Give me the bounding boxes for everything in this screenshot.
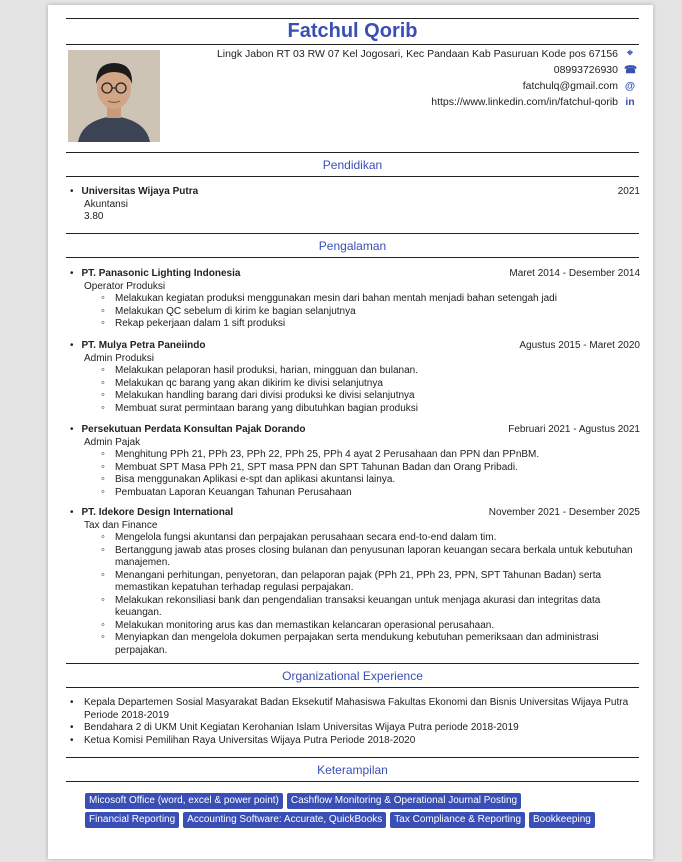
- experience-entry-idekore: [70, 507, 640, 657]
- experience-entry-mulya: [70, 340, 640, 415]
- section-title-organizational: Organizational Experience: [282, 669, 423, 683]
- job-role: Tax dan Finance: [84, 519, 158, 531]
- phone-text: 08993726930: [553, 64, 618, 76]
- education-major: Akuntansi: [84, 198, 128, 210]
- skill-chip: Bookkeeping: [529, 812, 595, 828]
- experience-bottom-rule: [66, 257, 639, 258]
- organizational-list: [70, 697, 640, 747]
- education-entry: [70, 186, 640, 224]
- skills-bottom-rule: [66, 781, 639, 782]
- skill-chip: Accounting Software: Accurate, QuickBooks: [183, 812, 386, 828]
- organizational-top-rule: [66, 663, 639, 664]
- map-pin-icon: ⌖: [627, 47, 633, 59]
- contact-email[interactable]: [523, 80, 636, 92]
- job-period: November 2021 - Desember 2025: [488, 507, 640, 518]
- education-bottom-rule: [66, 176, 639, 177]
- job-task: ◦ Membuat SPT Masa PPh 21, SPT masa PPN dan SPT Tahunan Badan dan Orang Pribadi.: [101, 462, 640, 475]
- experience-top-rule: [66, 233, 639, 234]
- job-period: Februari 2021 - Agustus 2021: [508, 424, 640, 435]
- education-gpa: 3.80: [84, 211, 104, 222]
- contact-address: [217, 47, 636, 60]
- job-task: ◦ Menangani perhitungan, penyetoran, dan pelaporan pajak (PPh 21, PPh 23, PPN, SPT Tahunan Badan) serta memastikan kepatuhan terhadap regulasi perpajakan.: [101, 570, 640, 595]
- email-text[interactable]: fatchulq@gmail.com: [522, 80, 618, 92]
- job-role: Admin Pajak: [84, 436, 141, 448]
- job-task: ◦ Menghitung PPh 21, PPh 23, PPh 22, PPh 25, PPh 4 ayat 2 Perusahaan dan PPN dan PPnBM.: [101, 449, 640, 462]
- company-name: • PT. Panasonic Lighting Indonesia: [70, 268, 240, 281]
- job-task: ◦ Pembuatan Laporan Keuangan Tahunan Perusahaan: [101, 487, 640, 500]
- name-divider: [66, 44, 639, 45]
- skill-chip: Cashflow Monitoring & Operational Journal Posting: [287, 793, 521, 809]
- phone-icon: ☎: [624, 64, 638, 76]
- linkedin-icon: in: [625, 96, 635, 108]
- education-top-rule: [66, 152, 639, 153]
- job-task: ◦ Melakukan handling barang dari divisi produksi ke divisi selanjutnya: [101, 390, 640, 403]
- experience-entry-dorando: [70, 424, 640, 499]
- job-task: ◦ Mengelola fungsi akuntansi dan perpajakan perusahaan secara end-to-end dalam tim.: [101, 532, 640, 545]
- job-task: ◦ Melakukan qc barang yang akan dikirim ke divisi selanjutnya: [101, 378, 640, 391]
- school-name: • Universitas Wijaya Putra: [70, 186, 198, 199]
- address-text: Lingk Jabon RT 03 RW 07 Kel Jogosari, Kec Pandaan Kab Pasuruan Kode pos 67156: [216, 47, 618, 60]
- skills-list: [85, 793, 645, 831]
- job-role: Admin Produksi: [84, 352, 155, 364]
- job-task: ◦ Menyiapkan dan mengelola dokumen perpajakan serta mendukung kebutuhan pemeriksaan dan administrasi perpajakan.: [101, 632, 640, 657]
- organizational-item: • Ketua Komisi Pemilihan Raya Universitas Wijaya Putra Periode 2018-2020: [70, 735, 640, 748]
- linkedin-link[interactable]: https://www.linkedin.com/in/fatchul-qorib: [431, 96, 618, 108]
- contact-linkedin[interactable]: [431, 96, 636, 108]
- experience-entry-panasonic: [70, 268, 640, 331]
- section-title-education: Pendidikan: [322, 158, 383, 172]
- job-task: ◦ Melakukan rekonsiliasi bank dan pengendalian transaksi keuangan untuk menjaga akurasi dan integritas data keuangan.: [101, 595, 640, 620]
- job-period: Agustus 2015 - Maret 2020: [519, 340, 640, 351]
- job-task: ◦ Melakukan kegiatan produksi menggunakan mesin dari bahan mentah menjadi bahan setengah jadi: [101, 293, 640, 306]
- organizational-item: • Bendahara 2 di UKM Unit Kegiatan Kerohanian Islam Universitas Wijaya Putra periode 2018-2019: [70, 722, 640, 735]
- skill-chip: Financial Reporting: [85, 812, 179, 828]
- company-name: • Persekutuan Perdata Konsultan Pajak Dorando: [70, 424, 305, 437]
- job-task: ◦ Melakukan QC sebelum di kirim ke bagian selanjutnya: [101, 306, 640, 319]
- skill-chip: Micosoft Office (word, excel & power point): [85, 793, 283, 809]
- job-task: ◦ Bertanggung jawab atas proses closing bulanan dan penyusunan laporan keuangan secara berkala untuk kebutuhan manajemen.: [101, 545, 640, 570]
- job-task: ◦ Rekap pekerjaan dalam 1 sift produksi: [101, 318, 640, 331]
- job-role: Operator Produksi: [84, 280, 166, 292]
- section-title-experience: Pengalaman: [318, 239, 387, 253]
- education-year: 2021: [617, 186, 640, 197]
- profile-photo: [68, 50, 160, 142]
- candidate-name: Fatchul Qorib: [287, 20, 418, 42]
- company-name: • PT. Mulya Petra Paneiindo: [70, 340, 205, 353]
- job-task: ◦ Bisa menggunakan Aplikasi e-spt dan aplikasi akuntansi lainya.: [101, 474, 640, 487]
- job-period: Maret 2014 - Desember 2014: [509, 268, 640, 279]
- organizational-item: • Kepala Departemen Sosial Masyarakat Badan Eksekutif Mahasiswa Fakultas Ekonomi dan Bisnis Universitas Wijaya Putra Periode 2018-2019: [70, 697, 640, 722]
- contact-phone: [554, 64, 636, 76]
- job-task: ◦ Melakukan pelaporan hasil produksi, harian, mingguan dan bulanan.: [101, 365, 640, 378]
- company-name: • PT. Idekore Design International: [70, 507, 233, 520]
- skills-top-rule: [66, 757, 639, 758]
- organizational-bottom-rule: [66, 687, 639, 688]
- job-task: ◦ Membuat surat permintaan barang yang dibutuhkan bagian produksi: [101, 403, 640, 416]
- top-divider: [66, 18, 639, 19]
- job-task: ◦ Melakukan monitoring arus kas dan memastikan kelancaran operasional perusahaan.: [101, 620, 640, 633]
- at-sign-icon: @: [624, 80, 636, 92]
- skill-chip: Tax Compliance & Reporting: [390, 812, 525, 828]
- section-title-skills: Keterampilan: [317, 763, 388, 777]
